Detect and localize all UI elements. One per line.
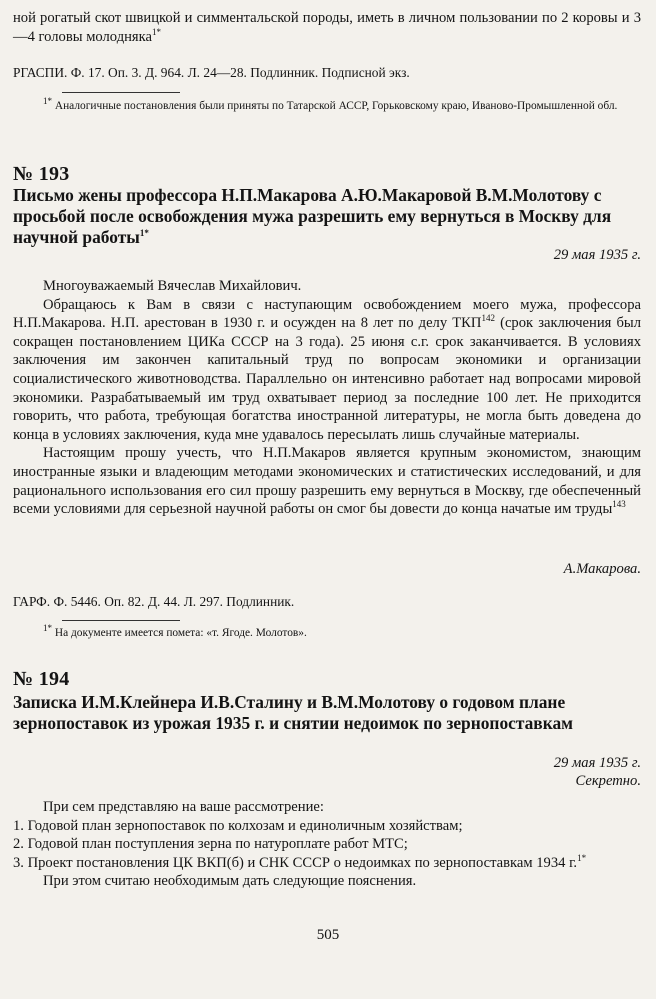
classification-mark: Секретно. [575,773,641,789]
paragraph-text: Настоящим прошу учесть, что Н.П.Макаров является крупным экономистом, знающим иностранные языки и владеющим методами экономических и статистических исследований, и для рационального использования его сил прошу разрешить ему вернуться в Москву, где обеспеченный всеми условиями для серьезной научной работы он смог бы довести до конца начатые им труды [13,445,641,518]
archive-source-citation: ГАРФ. Ф. 5446. Оп. 82. Д. 44. Л. 297. Подлинник. [13,594,295,609]
continuation-text: ной рогатый скот швицкой и симментальской породы, иметь в личном пользовании по 2 коровы и 3—4 головы молодняка [13,10,641,45]
document-title [13,185,641,248]
signature: А.Макарова. [563,561,641,577]
letter-paragraph [13,296,641,445]
endnote-ref: 142 [481,313,495,324]
document-title-block [13,185,641,248]
footnote-marker: 1* [577,852,587,863]
footnote-marker: 1* [151,26,161,37]
document-date: 29 мая 1935 г. [553,247,641,263]
continuation-paragraph [13,9,641,46]
document-title-text: Письмо жены профессора Н.П.Макарова А.Ю.Макаровой В.М.Молотову с просьбой после освобождения мужа разрешить ему вернуться в Москву для научной работы [13,185,612,247]
footnote [13,96,641,114]
footnote-divider [62,620,180,621]
footnote-divider [62,92,180,93]
list-item: 1. Годовой план зернопоставок по колхозам и единоличным хозяйствам; [13,817,463,834]
footnote-text: На документе имеется помета: «т. Ягоде. Молотов». [54,627,307,639]
footnote-marker: 1* [139,228,149,239]
footnote [13,623,641,641]
footnote-marker: 1* [43,96,52,107]
document-number: № 193 [13,163,70,185]
letter-body [13,277,641,519]
memo-closing: При этом считаю необходимым дать следующие пояснения. [43,873,417,890]
document-title-block [13,692,641,734]
footnote-marker: 1* [43,623,52,634]
document-number: № 194 [13,668,70,690]
memo-intro: При сем представляю на ваше рассмотрение: [43,799,324,815]
paragraph-text: (срок заключения был сокращен постановлением ЦИКа СССР на 3 года). 25 июня с.г. срок заканчивается. В условиях заключения им закончен капитальный труд по вопросам экономики и организации социалистического животноводства. Параллельно он интенсивно работает над вопросами мировой экономики. Разрабатываемый им труд охватывает период за последние 100 лет. Не приходится говорить, что работа, требующая богатства иностранной литературы, не могла быть доведена до конца в условиях заключения, куда мне удавалось пересылать лишь случайные материалы. [13,315,641,443]
salutation: Многоуважаемый Вячеслав Михайлович. [43,278,302,294]
paragraph-text: Обращаюсь к Вам в связи с наступающим освобождением моего мужа, профессора Н.П.Макарова. Н.П. арестован в 1930 г. и осужден на 8 лет по делу ТКП [13,296,641,332]
page-number: 505 [316,927,340,943]
endnote-ref: 143 [612,499,626,510]
memo-body [13,798,641,891]
letter-paragraph [13,444,641,518]
footnote-text: Аналогичные постановления были приняты по Татарской АССР, Горьковскому краю, Ивановo-Промышленной обл. [54,100,618,112]
list-item-text: 3. Проект постановления ЦК ВКП(б) и СНК СССР о недоимках по зернопоставкам 1934 г. [13,854,578,871]
list-item: 2. Годовой план поступления зерна по натуроплате работ МТС; [13,836,408,853]
document-date: 29 мая 1935 г. [553,755,641,771]
archive-source-citation: РГАСПИ. Ф. 17. Оп. 3. Д. 964. Л. 24—28. Подлинник. Подписной экз. [13,65,410,80]
document-title: Записка И.М.Клейнера И.В.Сталину и В.М.Молотову о годовом плане зернопоставок из урожая 1935 г. и снятии недоимок по зернопоставкам [13,692,573,733]
list-item [13,854,641,873]
